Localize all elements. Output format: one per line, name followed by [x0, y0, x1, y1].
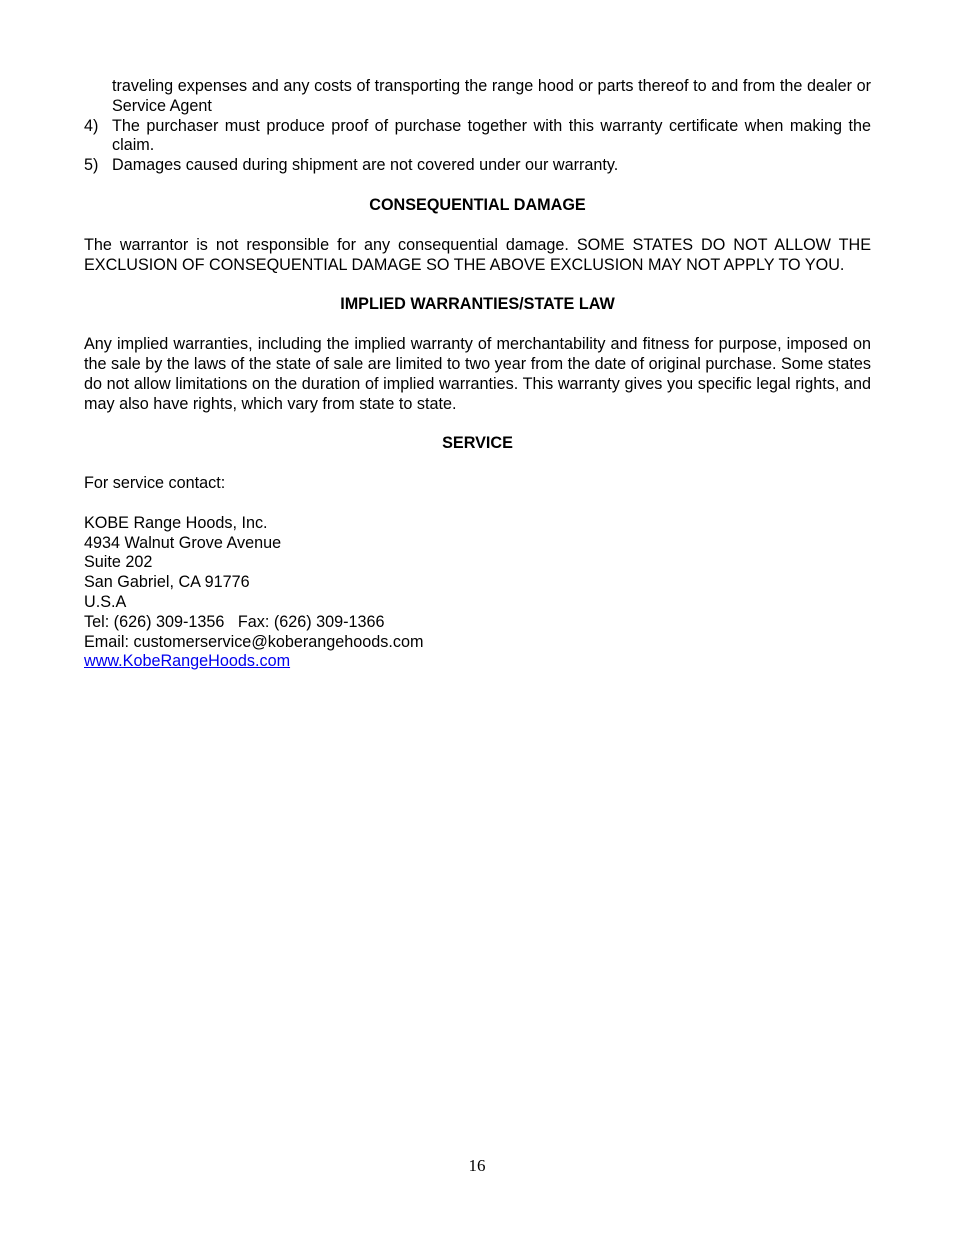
service-heading: SERVICE — [442, 434, 513, 453]
service-intro: For service contact: — [84, 474, 226, 493]
street-address: 4934 Walnut Grove Avenue — [84, 533, 282, 552]
list-item-text: The purchaser must produce proof of purchase together with this warranty certificate when making the claim. — [112, 116, 871, 155]
list-item-5 — [84, 156, 871, 176]
phone-fax: Tel: (626) 309-1356 Fax: (626) 309-1366 — [84, 612, 385, 631]
website-link[interactable]: www.KobeRangeHoods.com — [84, 652, 291, 671]
list-item-number: 5) — [84, 156, 99, 175]
implied-warranties-paragraph: Any implied warranties, including the implied warranty of merchantability and fitness for purpose, imposed on the sale by the laws of the state of sale are limited to two year from the date of original purchase. Some states do not allow limitations on the duration of implied warranties. This warranty gives you specific legal rights, and may also have rights, which vary from state to state. — [84, 335, 871, 413]
consequential-damage-paragraph: The warrantor is not responsible for any consequential damage. SOME STATES DO NOT ALLOW THE EXCLUSION OF CONSEQUENTIAL DAMAGE SO THE ABOVE EXCLUSION MAY NOT APPLY TO YOU. — [84, 235, 871, 274]
country: U.S.A — [84, 592, 127, 611]
list-item-number: 4) — [84, 116, 99, 135]
list-item-text: Damages caused during shipment are not covered under our warranty. — [112, 156, 619, 175]
company-name: KOBE Range Hoods, Inc. — [84, 513, 268, 532]
page-number: 16 — [468, 1156, 486, 1175]
list-item-4 — [84, 117, 871, 157]
suite: Suite 202 — [84, 553, 153, 572]
city-state-zip: San Gabriel, CA 91776 — [84, 573, 250, 592]
page-content — [84, 77, 871, 672]
service-address — [84, 514, 871, 672]
consequential-damage-heading: CONSEQUENTIAL DAMAGE — [369, 195, 586, 214]
implied-warranties-heading: IMPLIED WARRANTIES/STATE LAW — [340, 295, 615, 314]
email-line: Email: customerservice@koberangehoods.com — [84, 632, 424, 651]
list-item-continuation: traveling expenses and any costs of transporting the range hood or parts thereof to and from the dealer or Service Agent — [112, 77, 871, 115]
spacer — [84, 494, 871, 514]
